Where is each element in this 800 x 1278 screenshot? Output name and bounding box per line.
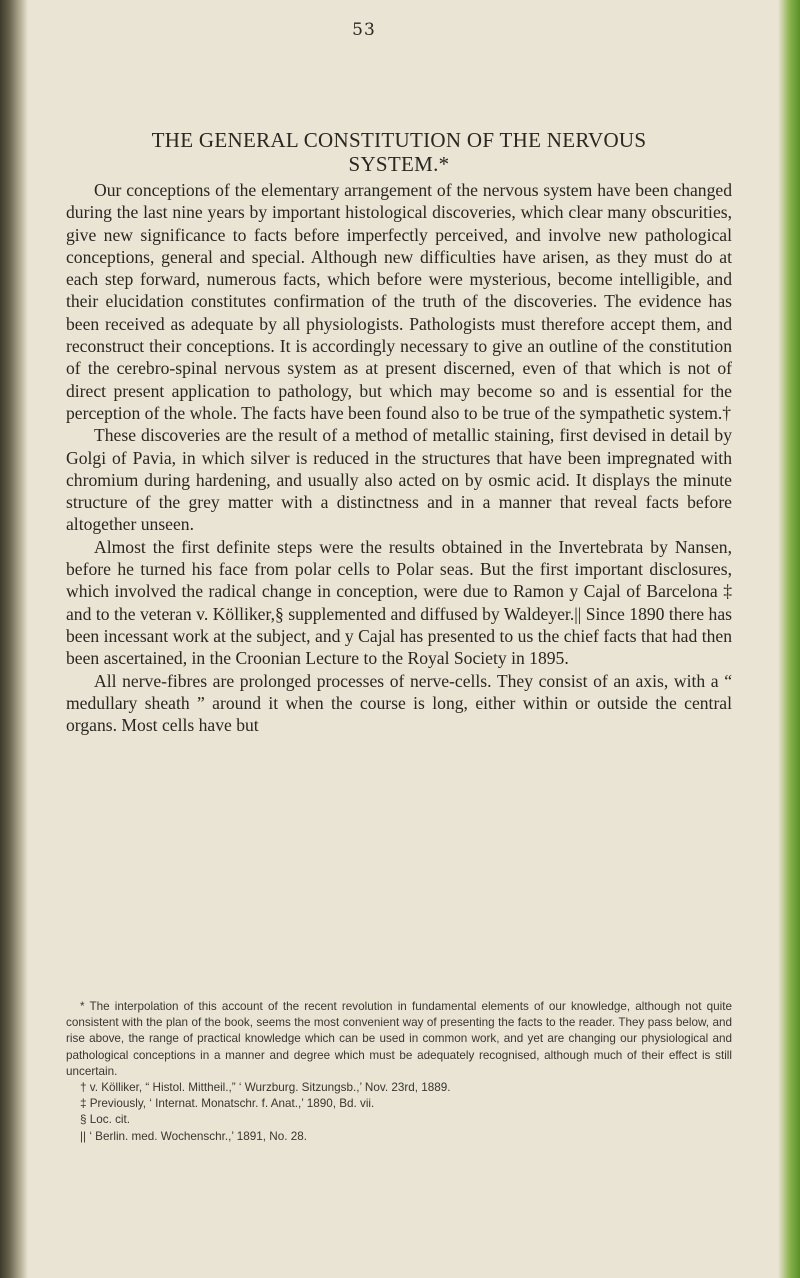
- page-number: 53: [352, 20, 376, 40]
- paragraph: Almost the first definite steps were the results obtained in the Invertebrata by Nansen, before he turned his face from polar cells to Polar seas. But the first important disclosures, which involved the radical change in conception, were due to Ramon y Cajal of Barcelona ‡ and to the veteran v. Kölliker,§ supplemented and diffused by Waldeyer.|| Since 1890 there has been incessant work at the subject, and y Cajal has presented to us the chief facts that had then been ascertained, in the Croonian Lecture to the Royal Society in 1895.: [66, 536, 732, 669]
- paragraph: All nerve-fibres are prolonged processes of nerve-cells. They consist of an axis, with a “ medullary sheath ” around it when the course is long, either within or outside the central organs. Most cells have but: [66, 670, 732, 736]
- book-page: [66, 0, 732, 1278]
- chapter-title: [66, 128, 732, 176]
- footnote: † v. Kölliker, “ Histol. Mittheil.,” ‘ Wurzburg. Sitzungsb.,’ Nov. 23rd, 1889.: [80, 1081, 451, 1095]
- paragraph: These discoveries are the result of a method of metallic staining, first devised in detail by Golgi of Pavia, in which silver is reduced in the structures that have been impregnated with chromium during hardening, and usually also acted on by osmic acid. It displays the minute structure of the grey matter with a distinctness and in a manner that reveal facts before altogether unseen.: [66, 425, 732, 535]
- page-edge-right: [778, 0, 800, 1278]
- footnote: * The interpolation of this account of the recent revolution in fundamental elements of our knowledge, although not quite consistent with the plan of the book, seems the most convenient way of presenting the facts to the reader. They pass below, and rise above, the range of practical knowledge which can be used in common work, and yet are changing our physiological and pathological conceptions in a manner and degree which must be adequately recognised, although much of their effect is still uncertain.: [66, 1000, 732, 1078]
- footnote: § Loc. cit.: [80, 1113, 131, 1127]
- book-spine-shadow: [0, 0, 28, 1278]
- footnote: || ‘ Berlin. med. Wochenschr.,’ 1891, No. 28.: [80, 1129, 307, 1143]
- chapter-title-line-1: THE GENERAL CONSTITUTION OF THE NERVOUS: [151, 128, 647, 152]
- footnote: ‡ Previously, ‘ Internat. Monatschr. f. Anat.,’ 1890, Bd. vii.: [80, 1097, 375, 1111]
- paragraph: Our conceptions of the elementary arrangement of the nervous system have been changed during the last nine years by important histological discoveries, which clear many obscurities, give new significance to facts before imperfectly perceived, and involve new pathological conceptions, general and special. Although new difficulties have arisen, as they must do at each step forward, numerous facts, which before were mysterious, become intelligible, and their elucidation constitutes confirmation of the truth of the discoveries. The evidence has been received as adequate by all physiologists. Pathologists must therefore accept them, and reconstruct their conceptions. It is accordingly necessary to give an outline of the constitution of the cerebro-spinal nervous system as at present discerned, even of that which is not of direct present application to pathology, but which may become so and is essential for the perception of the whole. The facts have been found also to be true of the sympathetic system.†: [66, 180, 732, 423]
- chapter-title-line-2: SYSTEM.*: [348, 152, 450, 176]
- footnotes: [66, 999, 732, 1145]
- body-text: [66, 179, 732, 736]
